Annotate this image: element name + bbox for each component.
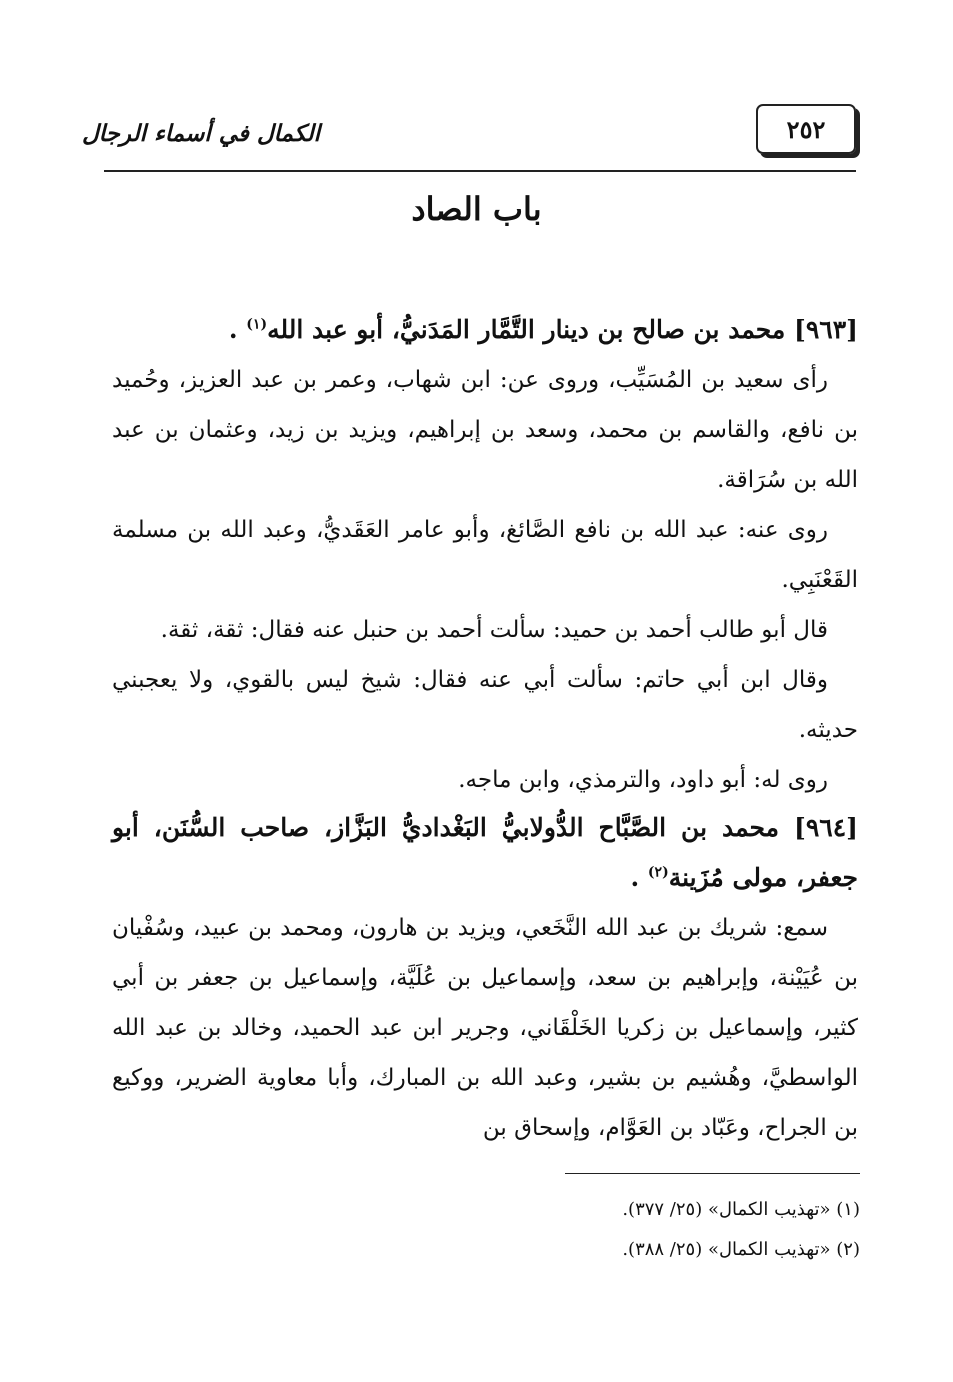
footnote: (١) «تهذيب الكمال» (٢٥/ ٣٧٧). [622,1199,860,1220]
running-book-title: الكمال في أسماء الرجال [81,119,321,147]
page-header [81,100,856,172]
paragraph: وقال ابن أبي حاتم: سألت أبي عنه فقال: شيخ ليس بالقوي، ولا يعجبني حديثه. [112,667,858,743]
paragraph: قال أبو طالب أحمد بن حميد: سألت أحمد بن حنبل عنه فقال: ثقة، ثقة. [160,617,828,643]
footnotes [112,1190,860,1270]
chapter-title: باب الصاد [411,190,542,228]
footnote-ref: (٢) [647,864,669,881]
entry-964 [112,803,858,1153]
footnote-ref: (١) [246,316,268,333]
paragraph: سمع: شريك بن عبد الله النَّخَعي، ويزيد بن هارون، ومحمد بن عبيد، وسُفْيان بن عُيَيْنة، وإبراهيم بن سعد، وإسماعيل بن عُلَيَّة، وإسماعيل بن جعفر بن أبي كثير، وإسماعيل بن زكريا الخَلْقَاني، وجرير ابن عبد الحميد، وخالد بن عبد الله الواسطيَّ، وهُشيم بن بشير، وعبد الله بن المبارك، وأبا معاوية الضرير، ووكيع بن الجراح، وعَبّاد بن العَوَّام، وإسحاق بن [112,915,858,1141]
entry-heading [112,803,858,903]
footnote: (٢) «تهذيب الكمال» (٢٥/ ٣٨٨). [622,1239,860,1260]
paragraph: روى له: أبو داود، والترمذي، وابن ماجه. [458,767,828,793]
paragraph: رأى سعيد بن المُسَيِّب، وروى عن: ابن شهاب، وعمر بن عبد العزيز، وحُميد بن نافع، والقاسم بن محمد، وسعد بن إبراهيم، ويزيد بن زيد، وعثمان بن عبد الله بن سُرَاقة. [112,367,858,493]
page-number: ٢٥٢ [756,104,856,154]
heading-end: . [228,315,238,344]
footnote-divider [565,1173,860,1174]
heading-end: . [630,863,640,892]
entry-heading-text: [٩٦٣] محمد بن صالح بن دينار التَّمَّار المَدَنيُّ، أبو عبد الله [267,315,858,344]
paragraph: روى عنه: عبد الله بن نافع الصَّائغ، وأبو عامر العَقَديُّ، وعبد الله بن مسلمة القَعْنَبِي. [112,517,858,593]
entry-heading [112,305,858,355]
entry-963 [112,305,858,805]
entry-heading-text: [٩٦٤] محمد بن الصَّبَّاح الدُّولابيُّ البَغْداديُّ البَزَّاز، صاحب السُّنَن، أبو جعفر، مولى مُزَينة [112,813,858,892]
